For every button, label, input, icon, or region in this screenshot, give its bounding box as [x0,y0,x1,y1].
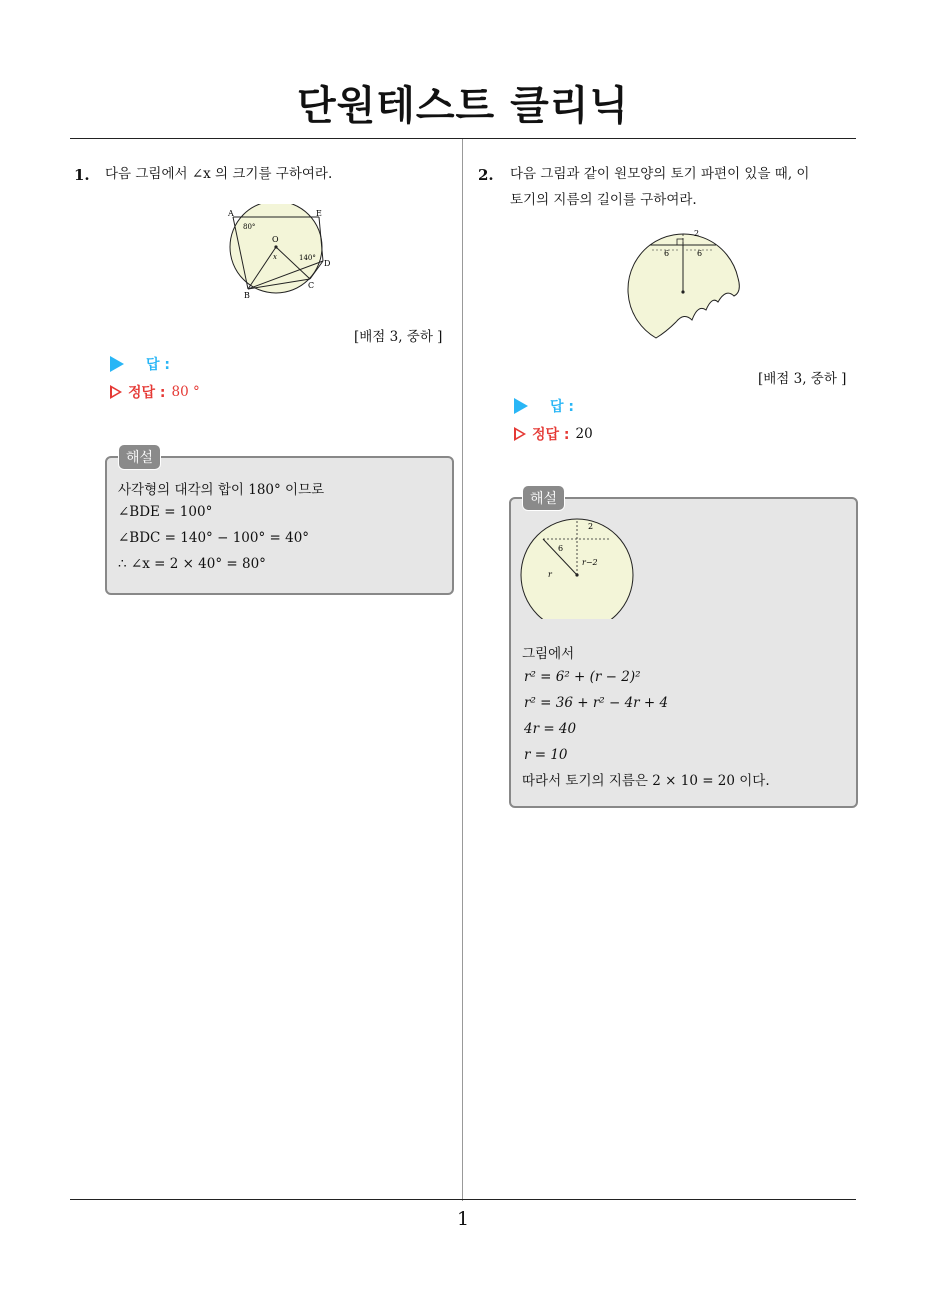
q1-angle-d: 140° [299,254,316,262]
footer-divider [70,1199,856,1200]
q1-label-d: D [324,259,331,268]
q2-label-six-right: 6 [697,249,703,258]
q2-explanation-tag: 해설 [522,485,565,511]
q1-label-a: A [228,209,234,218]
q2-correct-row [514,424,593,444]
q2-explanation-figure [518,517,638,619]
page-title: 단원테스트 클리닉 [296,83,630,129]
q1-explanation-line-2: ∠BDE = 100° [118,504,213,520]
q2-explanation-line-2: r² = 6² + (r − 2)² [524,669,641,685]
q2-explanation-line-1: 그림에서 [522,646,575,662]
q2-number: 2. [478,166,494,184]
q1-correct-value: 80 ° [171,384,200,400]
q1-number: 1. [74,166,90,184]
q1-explanation-line-4: ∴ ∠x = 2 × 40° = 80° [118,556,266,572]
q2-correct-arrow-icon [514,427,526,441]
q1-explanation-box [105,456,454,595]
q2-figure [622,226,746,342]
q1-figure [222,204,334,300]
q1-label-c: C [308,281,315,290]
q1-meta: [배점 3, 중하 ] [354,329,443,345]
q2-meta: [배점 3, 중하 ] [758,371,847,387]
q1-label-b: B [244,291,250,300]
q2-correct-value: 20 [575,426,593,442]
q1-explanation-line-3: ∠BDC = 140° − 100° = 40° [118,530,310,546]
q2-expl-label-r: r [548,570,552,579]
page-number: 1 [456,1208,470,1230]
q2-explanation-line-5: r = 10 [524,747,568,763]
q2-explanation-line-3: r² = 36 + r² − 4r + 4 [524,695,669,711]
q1-text: 다음 그림에서 ∠x 의 크기를 구하여라. [105,166,333,182]
q1-angle-x: x [273,253,277,261]
q2-expl-label-r-minus-2: r−2 [582,558,598,567]
q1-correct-arrow-icon [110,385,122,399]
q2-label-two: 2 [694,229,700,238]
q2-answer-label: 답 : [550,399,574,415]
q1-answer-row [110,354,170,374]
q1-answer-label: 답 : [146,357,170,373]
q1-angle-a: 80° [243,223,256,231]
q1-correct-row [110,382,200,402]
q2-expl-label-six: 6 [558,544,564,553]
q2-explanation-line-6: 따라서 토기의 지름은 2 × 10 = 20 이다. [522,773,770,789]
q1-explanation-tag: 해설 [118,444,161,470]
q2-label-six-left: 6 [664,249,670,258]
q1-label-e: E [316,209,322,218]
q1-explanation-line-1: 사각형의 대각의 합이 180° 이므로 [118,482,325,498]
q2-answer-arrow-icon [514,398,528,414]
q1-correct-label: 정답 : [128,385,166,401]
column-divider [462,139,463,1201]
q2-shard-shape [628,234,739,338]
q2-answer-row [514,396,574,416]
q2-explanation-line-4: 4r = 40 [524,721,577,737]
q1-answer-arrow-icon [110,356,124,372]
q2-expl-label-two: 2 [588,522,594,531]
q2-text-line-2: 토기의 지름의 길이를 구하여라. [510,192,697,208]
q1-label-o: O [272,235,279,244]
q2-text-line-1: 다음 그림과 같이 원모양의 토기 파편이 있을 때, 이 [510,166,810,182]
q2-correct-label: 정답 : [532,427,570,443]
header-divider [70,138,856,139]
